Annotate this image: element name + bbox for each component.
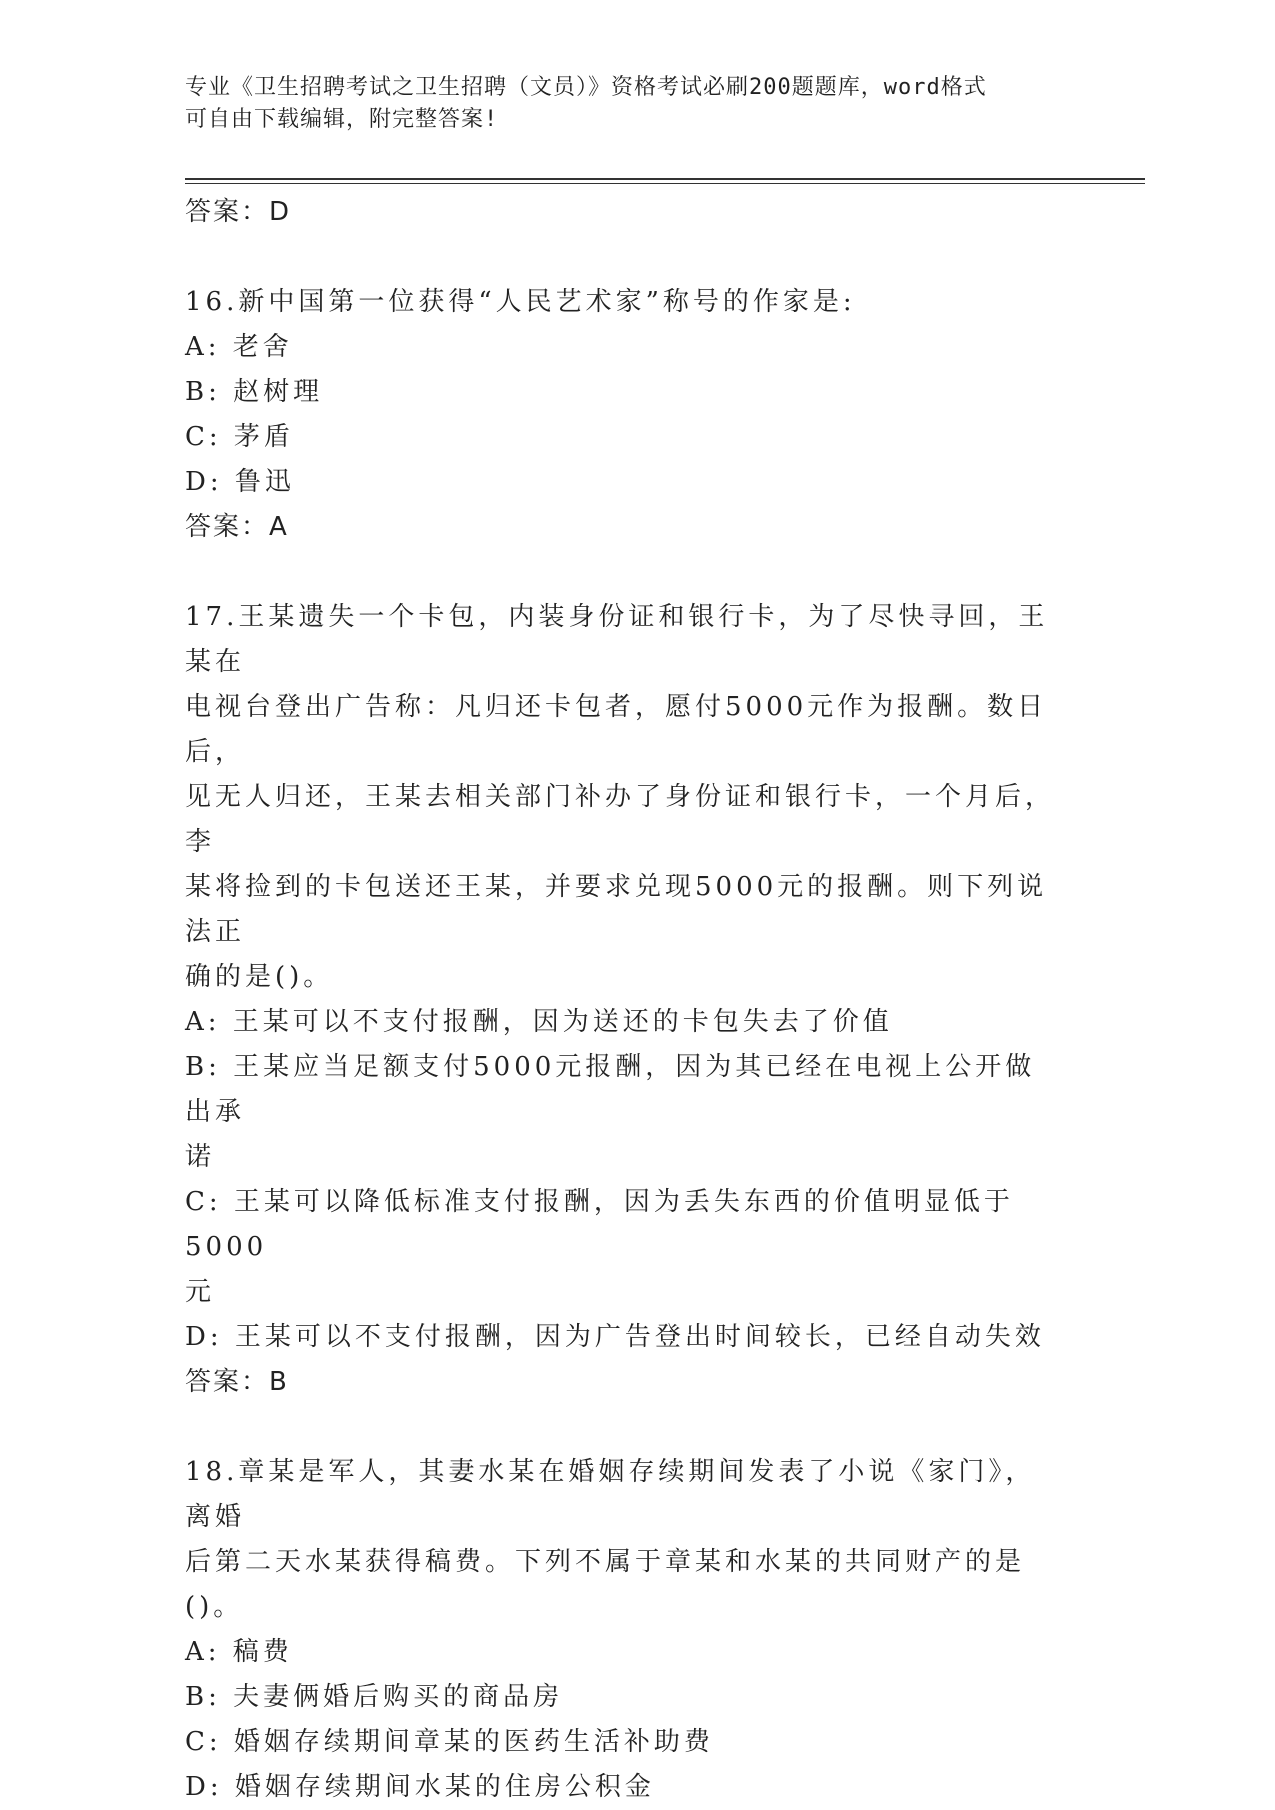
question-stem-line: 电视台登出广告称：凡归还卡包者，愿付5000元作为报酬。数日后，	[185, 692, 1048, 767]
answer-line: 答案：B	[185, 1367, 289, 1397]
question-stem-line: 17.王某遗失一个卡包，内装身份证和银行卡，为了尽快寻回，王某在	[185, 602, 1049, 677]
option-line: D: 王某可以不支付报酬，因为广告登出时间较长，已经自动失效	[185, 1322, 1045, 1352]
questions-container	[185, 235, 1065, 1810]
option-line: D: 婚姻存续期间水某的住房公积金	[185, 1772, 655, 1802]
option-line: C: 婚姻存续期间章某的医药生活补助费	[185, 1727, 714, 1757]
question-block	[185, 595, 1065, 1405]
question-gap	[185, 1405, 1065, 1450]
header-line-1: 专业《卫生招聘考试之卫生招聘（文员）》资格考试必刷200题题库，word格式	[185, 75, 987, 100]
question-stem-line: 16.新中国第一位获得“人民艺术家”称号的作家是:	[185, 287, 856, 317]
option-line: A: 老舍	[185, 332, 293, 362]
question-gap	[185, 550, 1065, 595]
option-line: A: 稿费	[185, 1637, 293, 1667]
previous-answer: 答案：D	[185, 197, 292, 227]
answer-line: 答案：A	[185, 512, 289, 542]
header-divider	[185, 178, 1145, 184]
option-line: B: 赵树理	[185, 377, 324, 407]
option-line: C: 茅盾	[185, 422, 294, 452]
question-stem-line: 某将捡到的卡包送还王某，并要求兑现5000元的报酬。则下列说法正	[185, 872, 1048, 947]
option-line: B: 王某应当足额支付5000元报酬，因为其已经在电视上公开做出承	[185, 1052, 1036, 1127]
document-header	[185, 72, 1065, 136]
option-line: 元	[185, 1277, 216, 1307]
option-line: 诺	[185, 1142, 216, 1172]
option-line: B: 夫妻俩婚后购买的商品房	[185, 1682, 564, 1712]
question-stem-line: 18.章某是军人，其妻水某在婚姻存续期间发表了小说《家门》，离婚	[185, 1457, 1036, 1532]
question-stem-line: 后第二天水某获得稿费。下列不属于章某和水某的共同财产的是()。	[185, 1547, 1026, 1622]
question-stem-line: 见无人归还，王某去相关部门补办了身份证和银行卡，一个月后，李	[185, 782, 1056, 857]
question-list	[185, 190, 1065, 1810]
option-line: D: 鲁迅	[185, 467, 295, 497]
option-line: A: 王某可以不支付报酬，因为送还的卡包失去了价值	[185, 1007, 893, 1037]
question-stem-line: 确的是()。	[185, 962, 334, 992]
option-line: C: 王某可以降低标准支付报酬，因为丢失东西的价值明显低于5000	[185, 1187, 1014, 1262]
question-gap	[185, 235, 1065, 280]
question-block	[185, 280, 1065, 550]
header-line-2: 可自由下载编辑，附完整答案!	[185, 107, 499, 132]
question-block	[185, 1450, 1065, 1810]
